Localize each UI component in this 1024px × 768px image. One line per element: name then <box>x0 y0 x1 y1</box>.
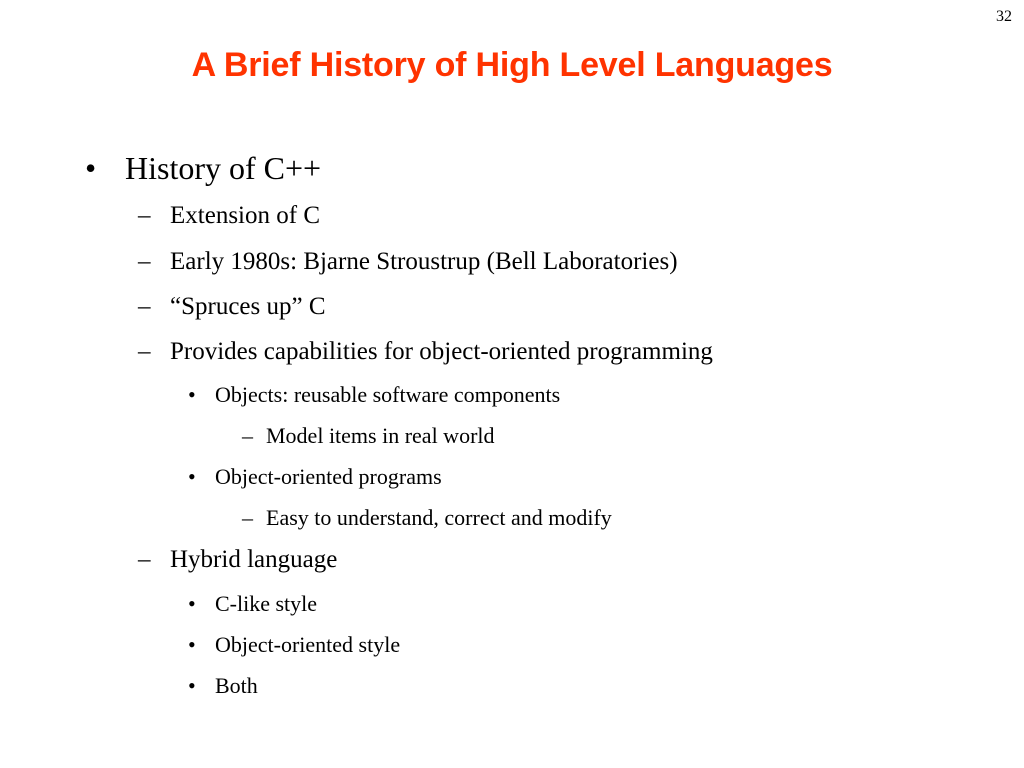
bullet-text: Extension of C <box>170 202 320 229</box>
bullet-marker: • <box>188 382 196 407</box>
bullet-item <box>242 505 612 531</box>
bullet-marker: • <box>85 150 97 186</box>
bullet-text: Easy to understand, correct and modify <box>266 505 612 530</box>
bullet-text: Early 1980s: Bjarne Stroustrup (Bell Laboratories) <box>170 248 678 275</box>
bullet-marker: – <box>242 505 253 530</box>
bullet-text: “Spruces up” C <box>170 293 326 320</box>
slide-title: A Brief History of High Level Languages <box>191 46 833 84</box>
bullet-marker: – <box>242 423 253 448</box>
bullet-item <box>138 546 338 574</box>
bullet-item <box>188 673 258 699</box>
bullet-item <box>138 202 320 230</box>
bullet-item <box>188 382 561 408</box>
bullet-text: Model items in real world <box>266 423 495 448</box>
bullet-marker: – <box>138 202 151 229</box>
bullet-item <box>188 464 442 490</box>
bullet-item <box>242 423 495 449</box>
bullet-item <box>188 591 318 617</box>
bullet-marker: – <box>138 546 151 573</box>
bullet-text: Both <box>215 673 258 698</box>
bullet-marker: • <box>188 591 196 616</box>
bullet-marker: – <box>138 338 151 365</box>
bullet-marker: • <box>188 464 196 489</box>
bullet-text: Hybrid language <box>170 546 338 573</box>
bullet-text: History of C++ <box>125 150 322 186</box>
bullet-text: C-like style <box>215 591 318 616</box>
bullet-marker: – <box>138 248 151 275</box>
bullet-item <box>85 150 322 187</box>
bullet-text: Provides capabilities for object-oriented programming <box>170 338 713 365</box>
bullet-marker: • <box>188 632 196 657</box>
bullet-marker: – <box>138 293 151 320</box>
bullet-text: Object-oriented style <box>215 632 401 657</box>
bullet-item <box>138 338 713 366</box>
slide-number: 32 <box>996 8 1012 25</box>
bullet-item <box>138 248 678 276</box>
bullet-marker: • <box>188 673 196 698</box>
bullet-item <box>138 293 326 321</box>
bullet-item <box>188 632 401 658</box>
bullet-text: Object-oriented programs <box>215 464 442 489</box>
bullet-text: Objects: reusable software components <box>215 382 561 407</box>
